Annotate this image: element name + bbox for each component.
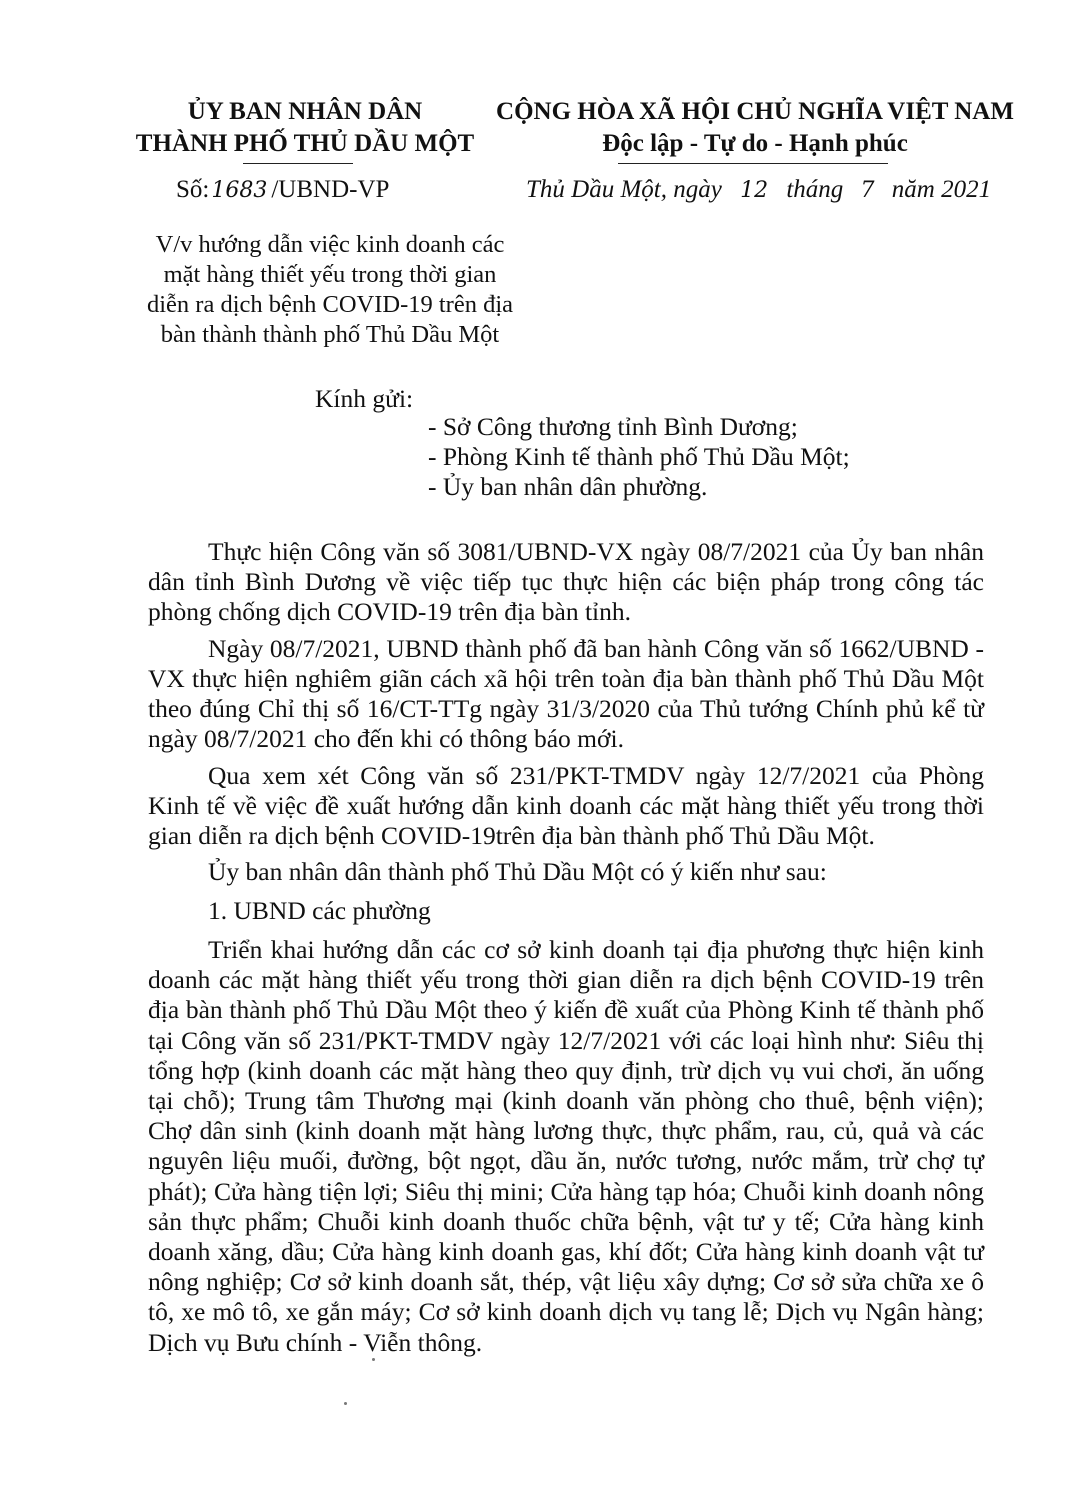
handwritten-day: 12: [740, 178, 769, 203]
date-place: Thủ Dầu Một, ngày: [526, 176, 722, 203]
subject-block: [120, 230, 540, 350]
handwritten-number: 1683: [211, 178, 268, 203]
section-heading-1: 1. UBND các phường: [208, 896, 431, 925]
date-line: [526, 176, 991, 204]
recipient-item: - Sở Công thương tỉnh Bình Dương;: [428, 412, 798, 441]
handwritten-month: 7: [860, 178, 875, 203]
paragraph-4: Ủy ban nhân dân thành phố Thủ Dầu Một có ý kiến như sau:: [208, 857, 827, 886]
paragraph-1: Thực hiện Công văn số 3081/UBND-VX ngày 08/7/2021 của Ủy ban nhân dân tỉnh Bình Dương về việc tiếp tục thực hiện các biện pháp trong công tác phòng chống dịch COVID-19 trên địa bàn tỉnh.: [148, 537, 984, 626]
motto-underline: [618, 163, 888, 164]
date-year: năm 2021: [891, 176, 992, 203]
recipient-item: - Ủy ban nhân dân phường.: [428, 472, 708, 501]
issuer-block: [110, 96, 500, 160]
issuer-line-1: ỦY BAN NHÂN DÂN: [187, 98, 423, 125]
date-month-label: tháng: [786, 176, 844, 203]
recipients-list: [428, 412, 850, 502]
number-prefix: Số:: [176, 176, 210, 203]
national-title: CỘNG HÒA XÃ HỘI CHỦ NGHĨA VIỆT NAM: [496, 98, 1014, 125]
national-motto-block: [495, 96, 1015, 160]
subject-line: V/v hướng dẫn việc kinh doanh các: [155, 231, 505, 258]
issuer-underline: [243, 163, 353, 164]
document-number: [176, 176, 389, 204]
subject-line: diễn ra dịch bệnh COVID-19 trên địa: [146, 291, 514, 318]
motto: Độc lập - Tự do - Hạnh phúc: [602, 130, 908, 157]
paragraph-3: Qua xem xét Công văn số 231/PKT-TMDV ngày 12/7/2021 của Phòng Kinh tế về việc đề xuất hướng dẫn kinh doanh các mặt hàng thiết yếu trong thời gian diễn ra dịch bệnh COVID-19trên địa bàn thành phố Thủ Dầu Một.: [148, 761, 984, 850]
paragraph-2: Ngày 08/7/2021, UBND thành phố đã ban hành Công văn số 1662/UBND -VX thực hiện nghiêm giãn cách xã hội trên toàn địa bàn thành phố Thủ Dầu Một theo đúng Chỉ thị số 16/CT-TTg ngày 31/3/2020 của Thủ tướng Chính phủ kể từ ngày 08/7/2021 cho đến khi có thông báo mới.: [148, 634, 984, 753]
subject-line: bàn thành thành phố Thủ Dầu Một: [160, 321, 500, 348]
number-suffix: /UBND-VP: [271, 176, 390, 203]
subject-line: mặt hàng thiết yếu trong thời gian: [163, 261, 497, 288]
paragraph-6: Triển khai hướng dẫn các cơ sở kinh doanh tại địa phương thực hiện kinh doanh các mặt hàng thiết yếu trong thời gian diễn ra dịch bệnh COVID-19 trên địa bàn thành phố Thủ Dầu Một theo ý kiến đề xuất của Phòng Kinh tế thành phố tại Công văn số 231/PKT-TMDV ngày 12/7/2021 với các loại hình như: Siêu thị tổng hợp (kinh doanh các mặt hàng theo quy định, trừ dịch vụ vui chơi, ăn uống tại chỗ); Trung tâm Thương mại (kinh doanh văn phòng cho thuê, bệnh viện); Chợ dân sinh (kinh doanh mặt hàng lương thực, thực phẩm, rau, củ, quả và các nguyên liệu muối, đường, bột ngọt, dầu ăn, nước tương, nước mắm, trừ chợ tự phát); Cửa hàng tiện lợi; Siêu thị mini; Cửa hàng tạp hóa; Chuỗi kinh doanh nông sản thực phẩm; Chuỗi kinh doanh thuốc chữa bệnh, vật tư y tế; Cửa hàng kinh doanh xăng, dầu; Cửa hàng kinh doanh gas, khí đốt; Cửa hàng kinh doanh vật tư nông nghiệp; Cơ sở kinh doanh sắt, thép, vật liệu xây dựng; Cơ sở sửa chữa xe ô tô, xe mô tô, xe gắn máy; Cơ sở kinh doanh dịch vụ tang lễ; Dịch vụ Ngân hàng; Dịch vụ Bưu chính - Viễn thông.: [148, 935, 984, 1357]
issuer-line-2: THÀNH PHỐ THỦ DẦU MỘT: [135, 130, 475, 157]
recipients-label: Kính gửi:: [315, 384, 414, 413]
recipient-item: - Phòng Kinh tế thành phố Thủ Dầu Một;: [428, 442, 850, 471]
scan-speck: [372, 1358, 375, 1361]
scan-speck: [344, 1402, 347, 1405]
